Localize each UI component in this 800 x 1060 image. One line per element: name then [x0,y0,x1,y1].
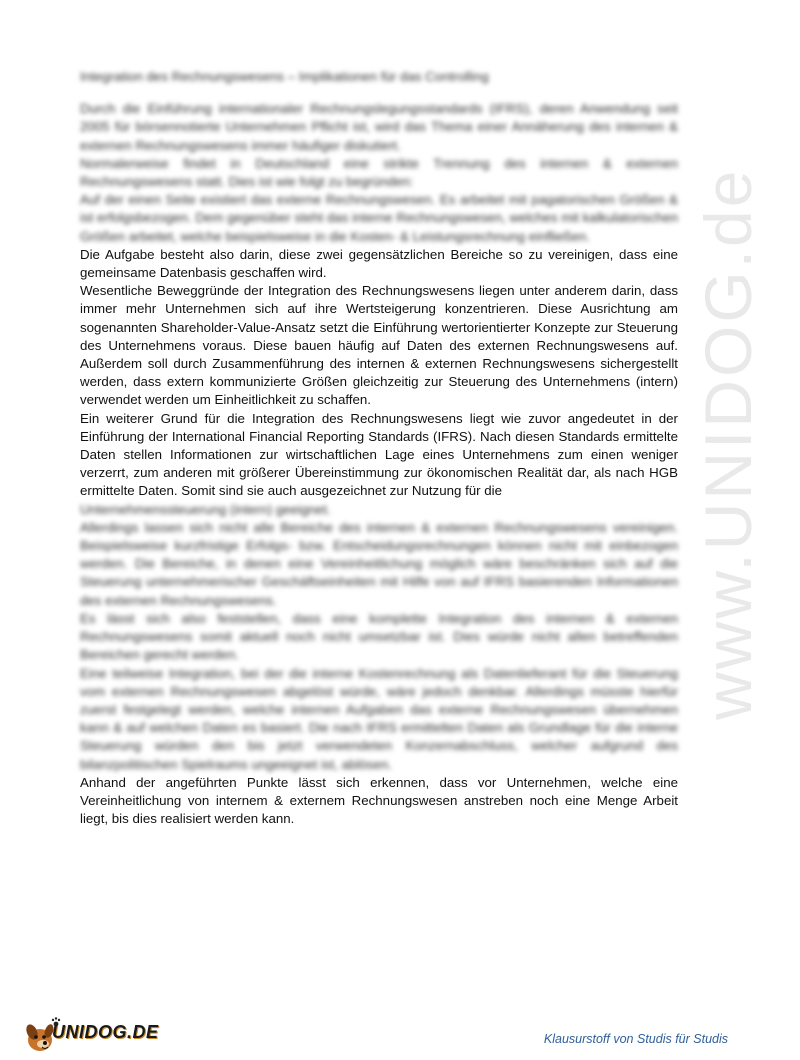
blurred-paragraph: Unternehmenssteuerung (intern) geeignet. [80,501,331,517]
paragraph-ifrs: Ein weiterer Grund für die Integration des Rechnungswesens liegt wie zuvor angedeutet in der Einführung der International Financial Reporting Standards (IFRS). Nach diesen Standards ermittelte Daten stellen Informationen zur wirtschaftlichen Lage eines Unternehmens zum einen weniger verzerrt, zum anderen mit größerer Übereinstimmung zur ökonomischen Realität dar, als nach HGB ermittelte Daten. Somit sind sie auch ausgezeichnet zur Nutzung für die [80,410,678,499]
blurred-paragraph: Durch die Einführung internationaler Rechnungslegungsstandards (IFRS), deren Anwendung seit 2005 für börsennotierte Unternehmen Pflicht ist, wird das Thema einer Annäherung des internen & externen Rechnungswesens immer häufiger diskutiert. [80,101,678,153]
blurred-paragraph: Eine teilweise Integration, bei der die interne Kostenrechnung als Datenlieferant für die Steuerung vom externen Rechnungswesen abgelöst würde, wäre jedoch denkbar. Allerdings müsste hierfür zuerst festgelegt werden, welche internen Aufgaben das externe Rechnungswesen übernehmen kann & auf welchen Daten es basiert. Die nach IFRS ermittelten Daten als Grundlage für die interne Steuerung würden den bis jetzt verwendeten Konzernabschluss, welcher aufgrund des bilanzpolitischen Spielraums ungeeignet ist, ablösen. [80,665,678,772]
watermark: www.UNIDOG.de [691,167,765,720]
document-heading: Integration des Rechnungswesens – Implikationen für das Controlling [80,69,489,84]
paragraph-aufgabe: Die Aufgabe besteht also darin, diese zwei gegensätzlichen Bereiche so zu vereinigen, dass eine gemeinsame Datenbasis geschaffen wird. [80,246,678,281]
logo-text: UNIDOG.DE [52,1022,159,1042]
blurred-paragraph: Allerdings lassen sich nicht alle Bereiche des internen & externen Rechnungswesens vereinigen. Beispielsweise kurzfristige Erfolgs- bzw. Entscheidungsrechnungen können nicht mit einbezogen werden. Die Bereiche, in denen eine Vereinheitlichung möglich wäre beschränken sich auf die Steuerung unternehmerischer Geschäftseinheiten mit Hilfe von auf IFRS basierenden Informationen des externen Rechnungswesens. [80,519,678,608]
document-body [80,68,678,828]
blurred-paragraph: Auf der einen Seite existiert das externe Rechnungswesen. Es arbeitet mit pagatorischen Größen & ist erfolgsbezogen. Dem gegenüber steht das interne Rechnungswesen, welches mit kalkulatorischen Größen arbeitet, welche beispielsweise in die Kosten- & Leistungsrechnung einfließen. [80,192,678,244]
paragraph-beweggruende: Wesentliche Beweggründe der Integration des Rechnungswesens liegen unter anderem darin, dass immer mehr Unternehmen sich auf ihre Wertsteigerung konzentrieren. Diese Ausrichtung am sogenannten Shareholder-Value-Ansatz setzt die Einführung wertorientierter Konzepte zur Steuerung des Unternehmens voraus. Diese bauen häufig auf Daten des externen Rechnungswesens auf. Außerdem soll durch Zusammenführung des internen & externen Rechnungswesens sichergestellt werden, dass extern kommunizierte Größen gleichzeitig zur Steuerung des Unternehmens (intern) verwendet werden um Einheitlichkeit zu schaffen. [80,283,678,408]
footer-tagline: Klausurstoff von Studis für Studis [543,1032,728,1046]
blurred-paragraph: Es lässt sich also feststellen, dass eine komplette Integration des internen & externen Rechnungswesens somit aktuell noch nicht umsetzbar ist. Dies würde nicht allen betreffenden Bereichen gerecht werden. [80,610,678,663]
blurred-paragraph: Normalerweise findet in Deutschland eine strikte Trennung des internen & externen Rechnungswesens statt. Dies ist wie folgt zu begründen: [80,155,678,190]
paragraph-fazit: Anhand der angeführten Punkte lässt sich erkennen, dass vor Unternehmen, welche eine Vereinheitlichung von internem & externem Rechnungswesen anstreben noch eine Menge Arbeit liegt, bis dies realisiert werden kann. [80,774,678,827]
